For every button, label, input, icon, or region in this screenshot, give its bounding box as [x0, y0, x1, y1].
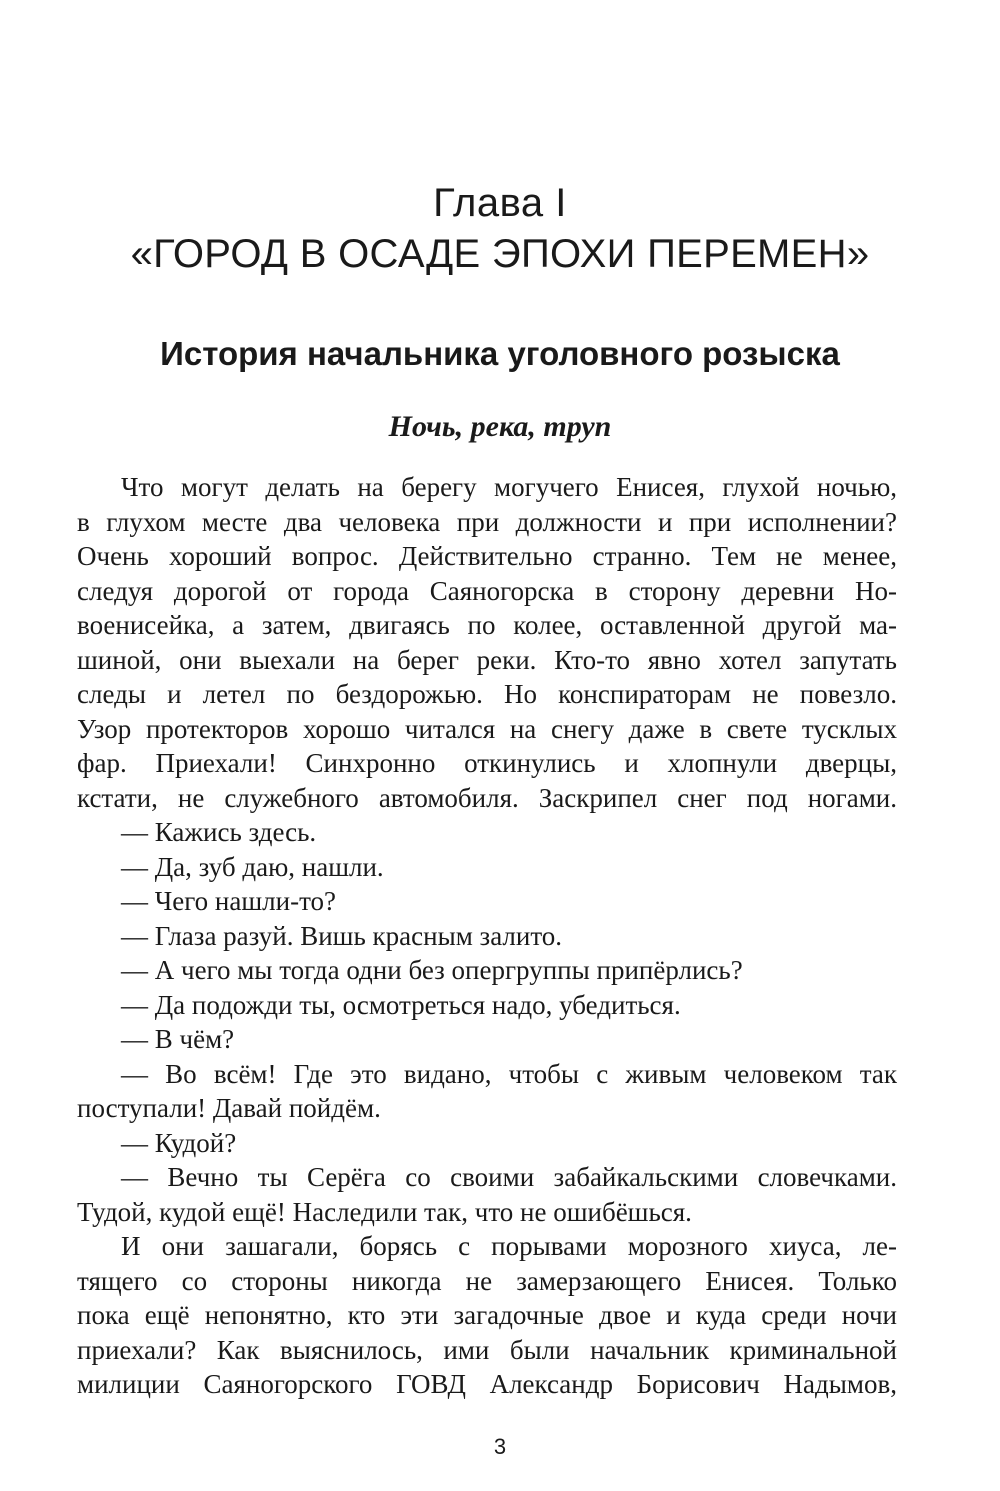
- text-line: тящего со стороны никогда не замерзающего Енисея. Только: [77, 1265, 897, 1296]
- dialogue-line: — Глаза разуй. Вишь красным залито.: [121, 920, 563, 951]
- text-line: военисейка, а затем, двигаясь по колее, оставленной другой ма-: [77, 610, 897, 640]
- dialogue-line: поступали! Давай пойдём.: [77, 1093, 381, 1123]
- text-line: в глухом месте два человека при должности и при исполнении?: [77, 506, 897, 537]
- dialogue-line: — Вечно ты Серёга со своими забайкальскими словечками.: [121, 1162, 897, 1192]
- text-line: И они зашагали, борясь с порывами морозного хиуса, ле-: [121, 1231, 897, 1261]
- dialogue-line: — Да, зуб даю, нашли.: [121, 851, 384, 882]
- text-line: кстати, не служебного автомобиля. Заскрипел снег под ногами.: [77, 782, 897, 813]
- text-line: Что могут делать на берегу могучего Енисея, глухой ночью,: [121, 472, 897, 502]
- dialogue-line: — Да подожди ты, осмотреться надо, убедиться.: [121, 989, 681, 1020]
- subsection-title: Ночь, река, труп: [388, 410, 612, 443]
- dialogue-line: — В чём?: [121, 1024, 235, 1054]
- chapter-title: «ГОРОД В ОСАДЕ ЭПОХИ ПЕРЕМЕН»: [130, 232, 870, 276]
- section-title: История начальника уголовного розыска: [160, 335, 840, 372]
- text-line: следуя дорогой от города Саяногорска в сторону деревни Но-: [77, 575, 897, 606]
- body-text: [77, 470, 897, 1402]
- text-line: Узор протекторов хорошо читался на снегу даже в свете тусклых: [77, 713, 897, 744]
- text-line: следы и летел по бездорожью. Но конспираторам не повезло.: [77, 679, 897, 709]
- dialogue-line: — Чего нашли-то?: [121, 886, 336, 916]
- dialogue-line: — Во всём! Где это видано, чтобы с живым человеком так: [121, 1058, 897, 1089]
- text-line: Очень хороший вопрос. Действительно странно. Тем не менее,: [77, 541, 897, 571]
- text-line: шиной, они выехали на берег реки. Кто-то явно хотел запутать: [77, 644, 897, 675]
- page-number: 3: [493, 1434, 507, 1459]
- text-line: фар. Приехали! Синхронно откинулись и хлопнули дверцы,: [77, 748, 897, 778]
- dialogue-line: Тудой, кудой ещё! Наследили так, что не ошибёшься.: [77, 1196, 692, 1227]
- text-line: милиции Саяногорского ГОВД Александр Борисович Надымов,: [77, 1369, 897, 1399]
- dialogue-line: — Кудой?: [121, 1127, 237, 1158]
- dialogue-line: — А чего мы тогда одни без опергруппы припёрлись?: [121, 955, 743, 985]
- text-line: приехали? Как выяснилось, ими были начальник криминальной: [77, 1334, 897, 1365]
- text-line: пока ещё непонятно, кто эти загадочные двое и куда среди ночи: [77, 1300, 897, 1330]
- chapter-label: Глава I: [433, 181, 567, 225]
- dialogue-line: — Кажись здесь.: [121, 817, 317, 847]
